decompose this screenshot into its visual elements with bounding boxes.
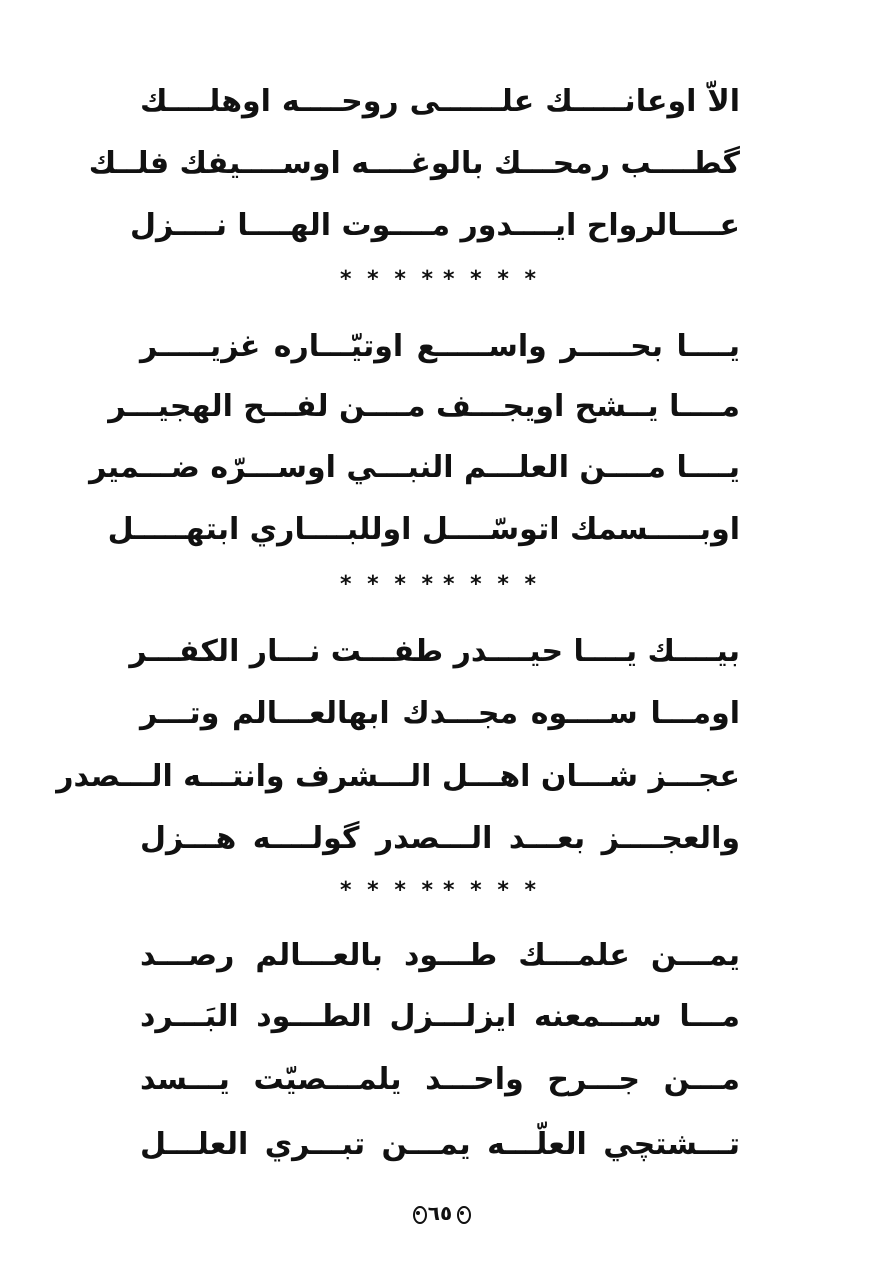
verse-line: يمـــن علمـــك طـــود بالعـــالم رصـــد xyxy=(140,938,740,973)
verse-line: يــــا مــــن العلـــم النبـــي اوســـرّه ضـــمير xyxy=(89,450,740,485)
verse-line: گطــــب رمحـــك بالوغــــه اوســــيفك فلــك xyxy=(88,146,740,181)
ornament-icon xyxy=(411,1202,425,1224)
separator-stars-left: * * * * xyxy=(340,878,437,903)
stanza-separator xyxy=(340,570,540,600)
separator-stars-left: * * * * xyxy=(340,267,437,292)
verse-line: بيــــك يــــا حيــــدر طفـــت نـــار الكفـــر xyxy=(129,634,740,669)
separator-stars-right: * * * * xyxy=(443,267,540,292)
verse-line: تـــشتچي العلّـــه يمـــن تبـــري العلـــل xyxy=(140,1127,740,1162)
verse-line: عجـــز شـــان اهـــل الـــشرف وانتـــه الـــصدر xyxy=(56,759,740,794)
page-number xyxy=(405,1196,475,1230)
verse-line: يــــا بحـــــر واســـــع اوتيّـــاره غزيـــــر xyxy=(140,329,740,364)
page-number-text: ٦٥ xyxy=(427,1201,453,1225)
stanza-separator xyxy=(340,265,540,295)
verse-line: مــــا يــشح اويجـــف مــــن لفـــح الهجيـــر xyxy=(108,389,740,424)
verse-line: اومـــا ســــوه مجـــدك ابهالعـــالم وتـــر xyxy=(140,696,740,731)
verse-line: مـــن جـــرح واحـــد يلمـــصيّت يـــسد xyxy=(140,1062,740,1097)
verse-line: مـــا ســـمعنه ايزلـــزل الطـــود البَـــرد xyxy=(140,999,740,1034)
separator-stars-left: * * * * xyxy=(340,572,437,597)
verse-line: الاّ اوعانـــــك علــــــى روحــــه اوهلــــك xyxy=(140,84,740,119)
ornament-icon xyxy=(455,1202,469,1224)
verse-line: عــــالرواح ايــــدور مــــوت الهــــا نــــزل xyxy=(130,208,740,243)
separator-stars-right: * * * * xyxy=(443,572,540,597)
verse-line: والعجــــز بعـــد الـــصدر گولــــه هـــزل xyxy=(140,821,740,856)
separator-stars-right: * * * * xyxy=(443,878,540,903)
verse-line: اوبـــــسمك اتوسّــــل اوللبــــاري ابتهـــــل xyxy=(107,512,740,547)
stanza-separator xyxy=(340,876,540,906)
